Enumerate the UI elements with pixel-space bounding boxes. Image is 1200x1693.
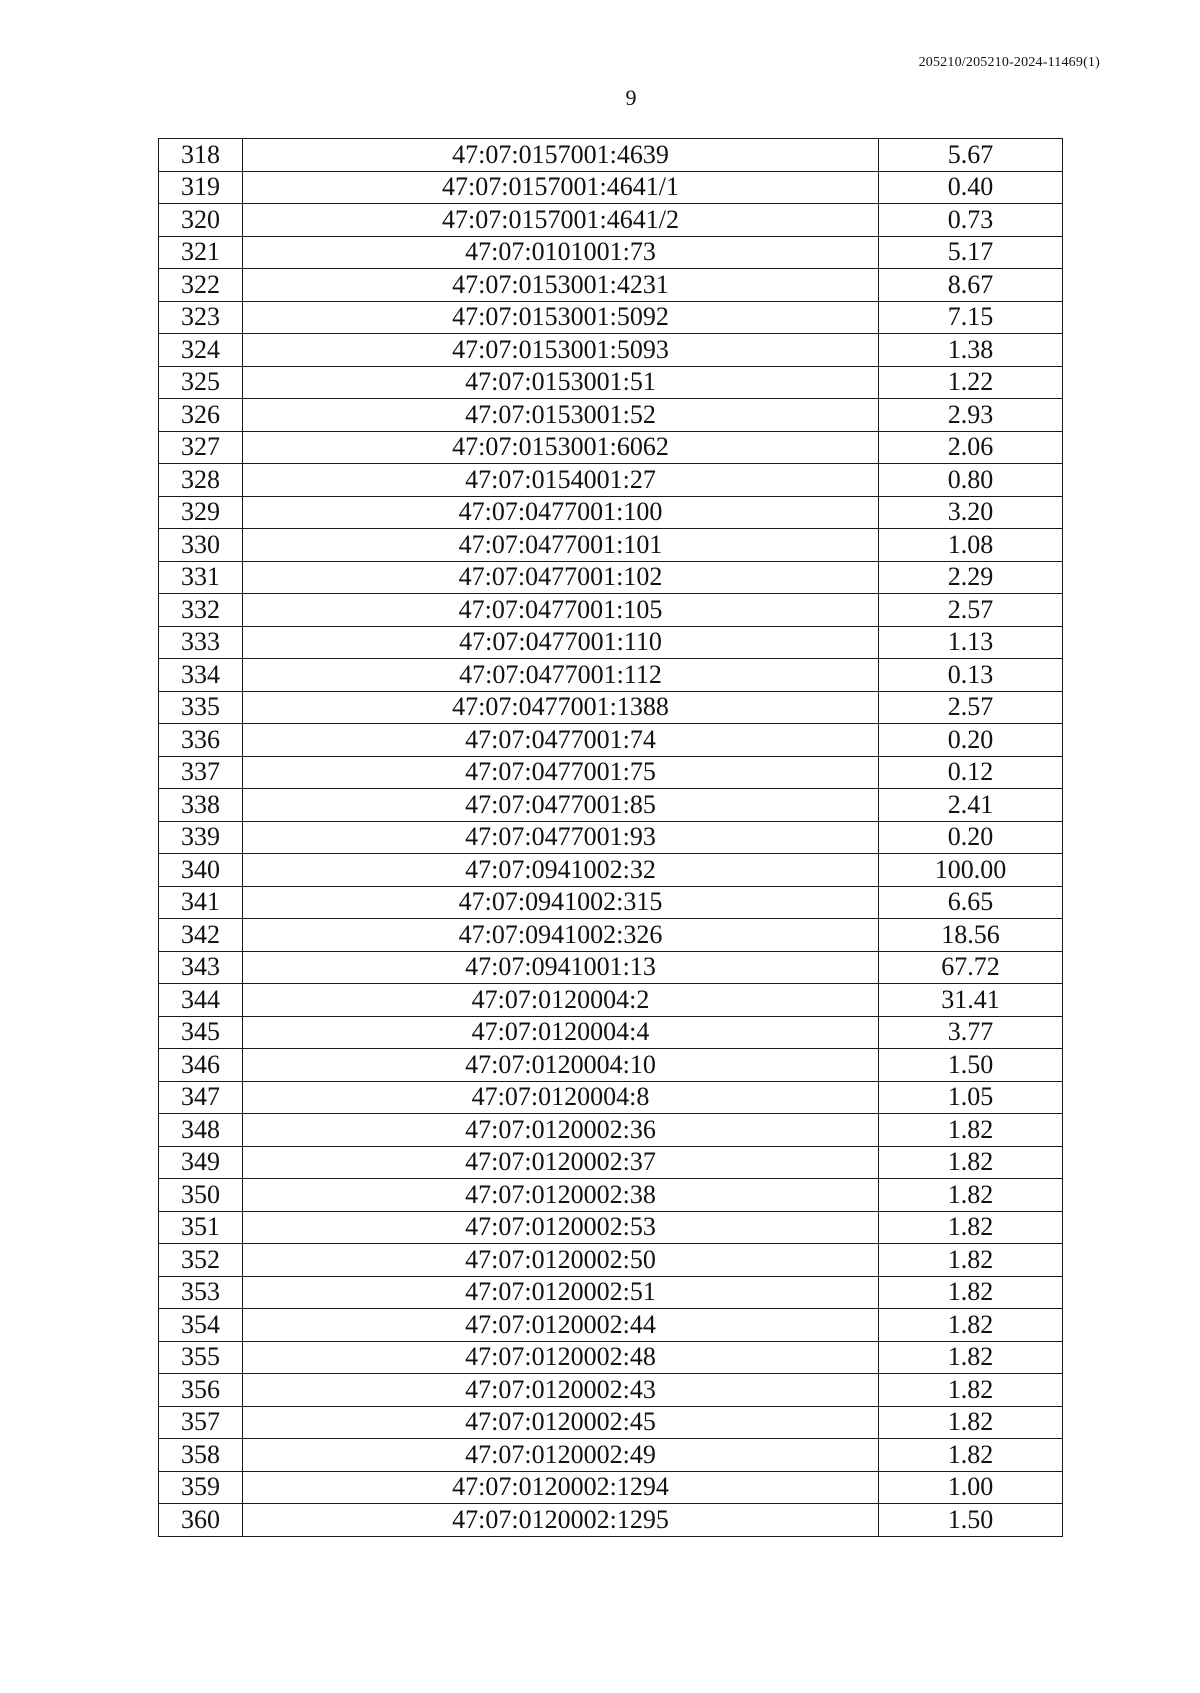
table-row [159,724,1063,757]
row-number-cell: 347 [159,1081,243,1114]
table-row [159,529,1063,562]
area-cell: 8.67 [879,269,1063,302]
table-body [159,139,1063,1537]
table-row [159,1504,1063,1537]
cadastral-number-cell: 47:07:0941002:32 [243,854,879,887]
row-number-cell: 318 [159,139,243,172]
table-row [159,1406,1063,1439]
row-number-cell: 320 [159,204,243,237]
area-cell: 1.82 [879,1244,1063,1277]
cadastral-number-cell: 47:07:0120002:38 [243,1179,879,1212]
row-number-cell: 349 [159,1146,243,1179]
table-row [159,594,1063,627]
area-cell: 1.05 [879,1081,1063,1114]
area-cell: 1.22 [879,366,1063,399]
table-row [159,1211,1063,1244]
table-row [159,1146,1063,1179]
cadastral-number-cell: 47:07:0477001:101 [243,529,879,562]
table-row [159,1471,1063,1504]
row-number-cell: 351 [159,1211,243,1244]
table-row [159,659,1063,692]
area-cell: 1.82 [879,1146,1063,1179]
cadastral-number-cell: 47:07:0477001:112 [243,659,879,692]
row-number-cell: 359 [159,1471,243,1504]
row-number-cell: 340 [159,854,243,887]
area-cell: 1.82 [879,1114,1063,1147]
cadastral-number-cell: 47:07:0477001:102 [243,561,879,594]
row-number-cell: 324 [159,334,243,367]
row-number-cell: 358 [159,1439,243,1472]
area-cell: 2.06 [879,431,1063,464]
row-number-cell: 360 [159,1504,243,1537]
table-row [159,561,1063,594]
cadastral-number-cell: 47:07:0120002:53 [243,1211,879,1244]
table-row [159,886,1063,919]
area-cell: 18.56 [879,919,1063,952]
area-cell: 100.00 [879,854,1063,887]
cadastral-number-cell: 47:07:0477001:75 [243,756,879,789]
row-number-cell: 342 [159,919,243,952]
row-number-cell: 327 [159,431,243,464]
cadastral-number-cell: 47:07:0477001:93 [243,821,879,854]
row-number-cell: 334 [159,659,243,692]
table-row [159,1439,1063,1472]
cadastral-number-cell: 47:07:0941002:315 [243,886,879,919]
cadastral-number-cell: 47:07:0120004:10 [243,1049,879,1082]
table-row [159,334,1063,367]
area-cell: 2.41 [879,789,1063,822]
table-row [159,691,1063,724]
cadastral-number-cell: 47:07:0477001:1388 [243,691,879,724]
row-number-cell: 319 [159,171,243,204]
row-number-cell: 343 [159,951,243,984]
area-cell: 1.82 [879,1374,1063,1407]
row-number-cell: 326 [159,399,243,432]
area-cell: 0.80 [879,464,1063,497]
row-number-cell: 344 [159,984,243,1017]
cadastral-number-cell: 47:07:0120002:48 [243,1341,879,1374]
row-number-cell: 354 [159,1309,243,1342]
table-row [159,431,1063,464]
row-number-cell: 331 [159,561,243,594]
table-row [159,171,1063,204]
row-number-cell: 345 [159,1016,243,1049]
cadastral-number-cell: 47:07:0120002:44 [243,1309,879,1342]
area-cell: 1.82 [879,1179,1063,1212]
table-row [159,1374,1063,1407]
area-cell: 3.77 [879,1016,1063,1049]
table-row [159,951,1063,984]
area-cell: 7.15 [879,301,1063,334]
cadastral-number-cell: 47:07:0120004:2 [243,984,879,1017]
row-number-cell: 336 [159,724,243,757]
row-number-cell: 357 [159,1406,243,1439]
cadastral-number-cell: 47:07:0120004:4 [243,1016,879,1049]
row-number-cell: 332 [159,594,243,627]
row-number-cell: 350 [159,1179,243,1212]
area-cell: 1.82 [879,1276,1063,1309]
land-plots-table [158,138,1063,1537]
cadastral-number-cell: 47:07:0120002:36 [243,1114,879,1147]
table-row [159,139,1063,172]
cadastral-number-cell: 47:07:0941001:13 [243,951,879,984]
table-row [159,756,1063,789]
cadastral-number-cell: 47:07:0477001:85 [243,789,879,822]
area-cell: 0.20 [879,821,1063,854]
row-number-cell: 328 [159,464,243,497]
row-number-cell: 341 [159,886,243,919]
cadastral-number-cell: 47:07:0153001:6062 [243,431,879,464]
cadastral-number-cell: 47:07:0154001:27 [243,464,879,497]
row-number-cell: 337 [159,756,243,789]
cadastral-number-cell: 47:07:0153001:5093 [243,334,879,367]
cadastral-number-cell: 47:07:0157001:4639 [243,139,879,172]
row-number-cell: 352 [159,1244,243,1277]
area-cell: 1.08 [879,529,1063,562]
area-cell: 1.50 [879,1049,1063,1082]
cadastral-number-cell: 47:07:0477001:110 [243,626,879,659]
cadastral-number-cell: 47:07:0153001:51 [243,366,879,399]
document-id: 205210/205210-2024-11469(1) [918,55,1100,70]
area-cell: 6.65 [879,886,1063,919]
area-cell: 1.82 [879,1309,1063,1342]
area-cell: 5.67 [879,139,1063,172]
table-row [159,1244,1063,1277]
cadastral-number-cell: 47:07:0101001:73 [243,236,879,269]
table-row [159,821,1063,854]
area-cell: 1.00 [879,1471,1063,1504]
area-cell: 1.50 [879,1504,1063,1537]
area-cell: 1.82 [879,1341,1063,1374]
row-number-cell: 325 [159,366,243,399]
cadastral-number-cell: 47:07:0120002:1295 [243,1504,879,1537]
row-number-cell: 322 [159,269,243,302]
table-row [159,464,1063,497]
cadastral-number-cell: 47:07:0153001:52 [243,399,879,432]
table-row [159,1049,1063,1082]
table-row [159,1341,1063,1374]
table-row [159,204,1063,237]
cadastral-number-cell: 47:07:0120002:45 [243,1406,879,1439]
row-number-cell: 335 [159,691,243,724]
row-number-cell: 356 [159,1374,243,1407]
row-number-cell: 330 [159,529,243,562]
area-cell: 0.12 [879,756,1063,789]
area-cell: 2.93 [879,399,1063,432]
table-row [159,496,1063,529]
cadastral-number-cell: 47:07:0941002:326 [243,919,879,952]
table-row [159,236,1063,269]
row-number-cell: 346 [159,1049,243,1082]
area-cell: 5.17 [879,236,1063,269]
table-row [159,626,1063,659]
cadastral-number-cell: 47:07:0157001:4641/2 [243,204,879,237]
table-row [159,984,1063,1017]
cadastral-number-cell: 47:07:0120002:49 [243,1439,879,1472]
row-number-cell: 329 [159,496,243,529]
row-number-cell: 338 [159,789,243,822]
page-number: 9 [625,85,637,110]
row-number-cell: 353 [159,1276,243,1309]
table-row [159,269,1063,302]
table-row [159,919,1063,952]
cadastral-number-cell: 47:07:0120002:50 [243,1244,879,1277]
table-row [159,1016,1063,1049]
cadastral-number-cell: 47:07:0120002:1294 [243,1471,879,1504]
table-row [159,1276,1063,1309]
row-number-cell: 321 [159,236,243,269]
cadastral-number-cell: 47:07:0120004:8 [243,1081,879,1114]
table-row [159,1309,1063,1342]
area-cell: 0.13 [879,659,1063,692]
cadastral-number-cell: 47:07:0477001:100 [243,496,879,529]
row-number-cell: 348 [159,1114,243,1147]
row-number-cell: 333 [159,626,243,659]
cadastral-number-cell: 47:07:0153001:4231 [243,269,879,302]
area-cell: 0.20 [879,724,1063,757]
area-cell: 1.82 [879,1406,1063,1439]
area-cell: 1.82 [879,1439,1063,1472]
table-row [159,854,1063,887]
cadastral-number-cell: 47:07:0477001:74 [243,724,879,757]
area-cell: 1.82 [879,1211,1063,1244]
area-cell: 0.73 [879,204,1063,237]
cadastral-number-cell: 47:07:0153001:5092 [243,301,879,334]
area-cell: 2.29 [879,561,1063,594]
cadastral-number-cell: 47:07:0120002:51 [243,1276,879,1309]
area-cell: 0.40 [879,171,1063,204]
row-number-cell: 323 [159,301,243,334]
cadastral-number-cell: 47:07:0120002:43 [243,1374,879,1407]
table-row [159,789,1063,822]
area-cell: 2.57 [879,691,1063,724]
area-cell: 67.72 [879,951,1063,984]
area-cell: 1.13 [879,626,1063,659]
table-row [159,1179,1063,1212]
table-row [159,301,1063,334]
area-cell: 31.41 [879,984,1063,1017]
cadastral-number-cell: 47:07:0477001:105 [243,594,879,627]
area-cell: 3.20 [879,496,1063,529]
table-row [159,1114,1063,1147]
row-number-cell: 339 [159,821,243,854]
area-cell: 1.38 [879,334,1063,367]
cadastral-number-cell: 47:07:0157001:4641/1 [243,171,879,204]
area-cell: 2.57 [879,594,1063,627]
table-row [159,366,1063,399]
table-row [159,1081,1063,1114]
table-row [159,399,1063,432]
row-number-cell: 355 [159,1341,243,1374]
cadastral-number-cell: 47:07:0120002:37 [243,1146,879,1179]
